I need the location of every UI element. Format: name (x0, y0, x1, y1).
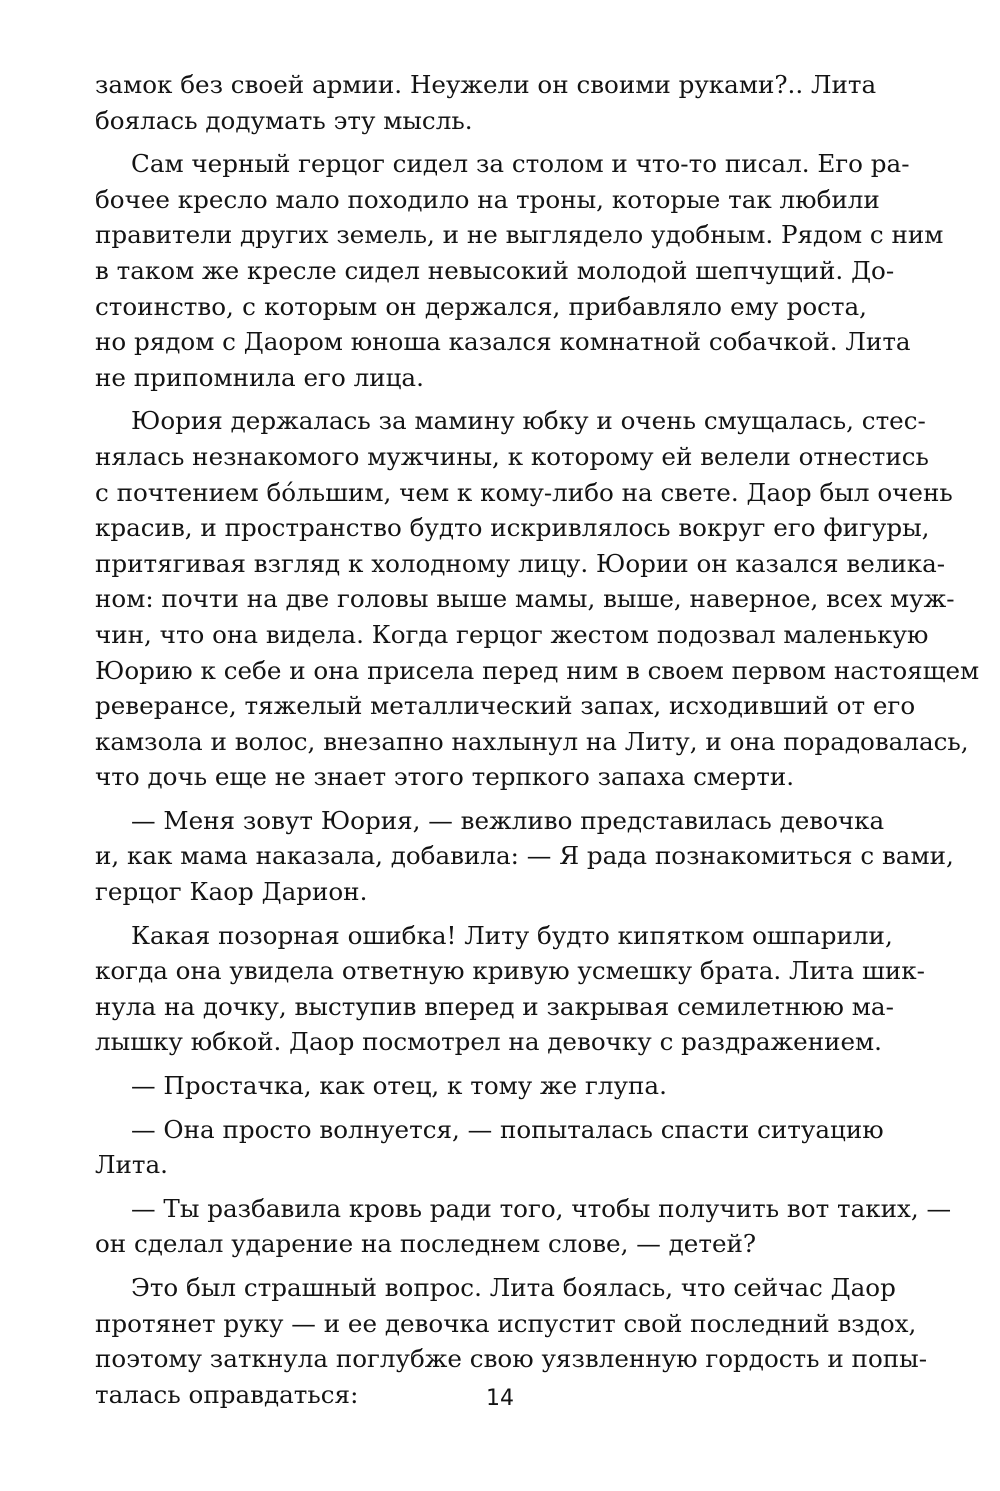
paragraph (95, 146, 944, 395)
text-line: Сам черный герцог сидел за столом и что-то писал. Его ра- (131, 149, 910, 179)
text-line: он сделал ударение на последнем слове, — детей? (95, 1229, 757, 1259)
text-line: поэтому заткнула поглубже свою уязвленную гордость и попы- (95, 1344, 928, 1374)
paragraph (95, 1068, 867, 1104)
text-line: — Ты разбавила кровь ради того, чтобы получить вот таких, — (131, 1193, 952, 1223)
paragraph (95, 67, 877, 138)
text-line: нула на дочку, выступив вперед и закрывая семилетнюю ма- (95, 991, 894, 1021)
page-text (95, 67, 980, 1412)
text-line: чин, что она видела. Когда герцог жестом подозвал маленькую (95, 619, 929, 649)
text-line: ном: почти на две головы выше мамы, выше, наверное, всех муж- (95, 584, 955, 614)
text-line: и, как мама наказала, добавила: — Я рада познакомиться с вами, (95, 841, 954, 871)
paragraph (95, 918, 925, 1060)
text-line: герцог Каор Дарион. (95, 877, 368, 907)
paragraph (95, 1191, 952, 1262)
text-line: реверансе, тяжелый металлический запах, исходивший от его (95, 691, 916, 721)
text-line: что дочь еще не знает этого терпкого запаха смерти. (95, 762, 795, 792)
text-line: Это был страшный вопрос. Лита боялась, что сейчас Даор (131, 1273, 896, 1302)
page-number: 14 (486, 1386, 514, 1411)
text-line: красив, и пространство будто искривлялось вокруг его фигуры, (95, 513, 930, 543)
text-line: камзола и волос, внезапно нахлынул на Литу, и она порадовалась, (95, 726, 969, 756)
paragraph (95, 803, 954, 910)
text-line: Какая позорная ошибка! Литу будто кипятком ошпарили, (131, 920, 893, 950)
text-line: — Меня зовут Юория, — вежливо представилась девочка (131, 805, 885, 835)
text-line: притягивая взгляд к холодному лицу. Юории он казался велика- (95, 548, 946, 578)
text-line: Лита. (95, 1150, 169, 1180)
text-line: стоинство, с которым он держался, прибавляло ему роста, (95, 291, 867, 321)
text-line: замок без своей армии. Неужели он своими руками?.. Лита (95, 70, 877, 99)
paragraph (95, 403, 980, 795)
text-line: протянет руку — и ее девочка испустит свой последний вздох, (95, 1308, 917, 1338)
text-line: но рядом с Даором юноша казался комнатной собачкой. Лита (95, 327, 911, 357)
text-line: лышку юбкой. Даор посмотрел на девочку с раздражением. (95, 1027, 882, 1057)
text-line: правители других земель, и не выглядело удобным. Рядом с ним (95, 220, 944, 250)
text-line: Юория держалась за мамину юбку и очень смущалась, стес- (131, 406, 926, 436)
text-line: боялась додумать эту мысль. (95, 105, 473, 135)
text-line: — Простачка, как отец, к тому же глупа. (131, 1071, 667, 1101)
text-line: в таком же кресле сидел невысокий молодой шепчущий. До- (95, 255, 895, 285)
text-line: когда она увидела ответную кривую усмешку брата. Лита шик- (95, 956, 925, 986)
text-line: бочее кресло мало походило на троны, которые так любили (95, 184, 880, 214)
text-line: нялась незнакомого мужчины, к которому ей велели отнестись (95, 441, 929, 471)
text-line: не припомнила его лица. (95, 362, 424, 392)
text-line: Юорию к себе и она присела перед ним в своем первом настоящем (95, 655, 980, 685)
text-line: талась оправдаться: (95, 1379, 359, 1409)
text-line: с почтением бóльшим, чем к кому-либо на свете. Даор был очень (95, 477, 953, 507)
paragraph (95, 1112, 884, 1183)
text-line: — Она просто волнуется, — попыталась спасти ситуацию (131, 1114, 884, 1144)
